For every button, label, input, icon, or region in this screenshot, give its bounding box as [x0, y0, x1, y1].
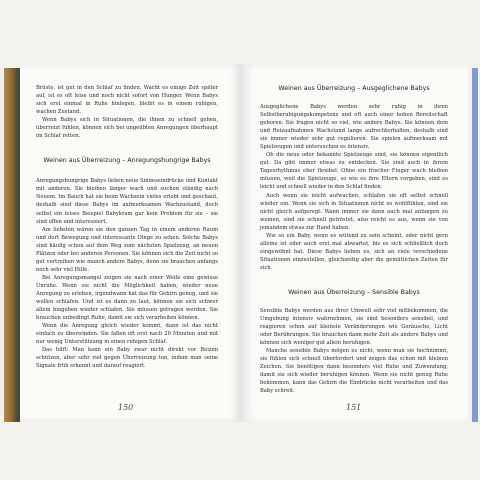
right-text-column	[260, 84, 448, 396]
right-paragraph: Ausgeglichene Babys werden sehr ruhig in ihren Selbstberuhigungskompetenz und oft auch einer hohen Bereitschaft geboren. Sie fragen nicht so viel, wie andere Babys. Sie können dem und Reizaufnahmen Wachstand lange aufrechterhalten, deshalb sind sie immer wieder sehr gut regulieren. Sie spielen aufmerksam mit Spielzeugen und untersuchen es intensiv.	[260, 104, 448, 151]
right-paragraph: Auch wenn sie leicht aufwachen, schlafen sie oft selbst schnell wieder ein. Wenn sie sich in Situationen nicht so wohlfühlen, sind sie nicht gleich aufgeregt. Wann immer sie dann auch mal anfangen zu weinen, sind sie schnell getröstet, also reicht es aus, wenn sie von jemandem etwas zur Hand haben.	[260, 192, 448, 231]
right-paragraph: Ob die neue oder bekannte Spielzeuge sind, sie können eigentlich gut. Da gibt immer etwas zu entdecken. Sie sind auch in ihrem Tagesrhythmus eher flexibel. Ohne ein frischer Finger wach bleiben müssen, weil die Spielzeuge, so wie es ihre Eltern vorgeben, sind es leicht und schnell wieder in den Schlaf finden.	[260, 152, 448, 191]
right-page	[242, 64, 468, 422]
right-paragraph: Wie so ein Baby, wenn es wütend zu sein scheint, oder nicht gern alleine ist oder auch erst mal abwartet, bis es sich schließlich doch eingewöhnt hat. Diese Babys lieben es, sich an viele verschiedene Situationen einzustellen, gleichzeitig aber die gemütlichen Zeiten für sich.	[260, 232, 448, 271]
left-paragraph: Brüste, ist gut in den Schlaf zu finden. Wacht es einige Zeit später auf, ist es oft leise und noch nicht sofort von Hunger. Wenn Babys sich erst einmal in Ruhe hinlegen, bleibt es in einem ruhigen, wachen Zustand.	[36, 85, 218, 116]
right-page-number: 151	[346, 403, 362, 412]
left-paragraph: Wenn die Anregung gleich wieder kommt, dann ist das nicht einfach zu überwinden. Sie fallen oft erst nach 20 Minuten und mit nur wenig Unterstützung in einen ruhigen Schlaf.	[36, 323, 218, 346]
right-paragraph: Sensible Babys werden aus ihrer Umwelt sehr viel mitbekommen, die Umgebung intensiv wahrnehmen, sie sind besonders sensibel, und reagieren schon auf kleinste Veränderungen wie Geräusche, Licht oder Berührungen. Sie brauchen dann mehr Zeit als andere Babys und können sich weniger gut allein beruhigen.	[260, 307, 448, 347]
book-back-cover-edge	[472, 68, 478, 422]
left-paragraph: Das hilft: Man kann ein Baby zwar nicht direkt vor Reizen schützen, aber sehr viel gegen Überreizung tun, indem man seine Signale früh erkennt und darauf reagiert.	[36, 347, 218, 370]
left-paragraph: Bei Anregungsmangel zeigen sie nach einer Weile eine gewisse Unruhe. Wenn sie nicht die Möglichkeit haben, wieder neue Anregung zu erleben, irgendwann hat das für Gehirn genug, und sie wollen schlafen. Und ist es dann zu laut, können sie sich schwer allein hingeben wieder schlafen. Sie müssen getragen werden. Sie brauchen unbedingt Ruhe, damit sie sich verarbeiten können.	[36, 274, 218, 322]
left-paragraph: Am liebsten wären sie den ganzen Tag in einem anderen Raum und dort Bewegung und interessante Dinge zu sehen. Solche Babys sind häufig schon auf dem Weg zum nächsten Spielzeug, an neuen Plätzen oder bei anderen Personen. Sie können sich die Zeit nicht so gut vertreiben wie manch andere Babys, denn sie brauchen anfangs noch sehr viel Hilfe.	[36, 226, 218, 273]
left-text-column	[36, 84, 218, 370]
left-paragraph: Anregungshungrige Babys lieben neue Sinneseindrücke und Kontakt mit anderen. Sie bleiben länger wach und suchen ständig nach Neuem. Im Bauch hat sie beim Wachsein vieles erlebt und geschaut, deshalb sind diese Babys im aufmerksamen Wachzustand, doch selbst ein leises Beispiel Babykram gar kein Problem für sie – sie sind offen und interessiert.	[36, 178, 218, 225]
left-section-heading: Weinen aus Überreizung – Anregungshungrige Babys	[43, 157, 211, 165]
left-page-number: 150	[118, 403, 134, 412]
left-page	[20, 64, 242, 422]
open-book	[4, 64, 472, 422]
left-paragraph: Wenn Babys sich in Situationen, die ihnen zu schnell gehen, überreizt fühlen, können sich bei ungeübten Anregungen überhaupt im Schlaf retten.	[36, 117, 218, 140]
right-paragraph: Manche sensible Babys mögen es nicht, wenn man sie hochnimmt, sie fühlen sich schnell überfordert und zeigen das schon mit kleinen Zeichen. Sie benötigen dann besonders viel Ruhe und Zuwendung, damit sie sich wieder beruhigen können. Wenn sie nicht genug Ruhe bekommen, kann das Gehirn die Eindrücke nicht verarbeiten und das Baby schreit.	[260, 348, 448, 395]
right-section-heading-2: Weinen aus Überreizung – Sensible Babys	[288, 288, 420, 296]
right-section-heading-1: Weinen aus Überreizung – Ausgeglichene Babys	[278, 85, 430, 92]
